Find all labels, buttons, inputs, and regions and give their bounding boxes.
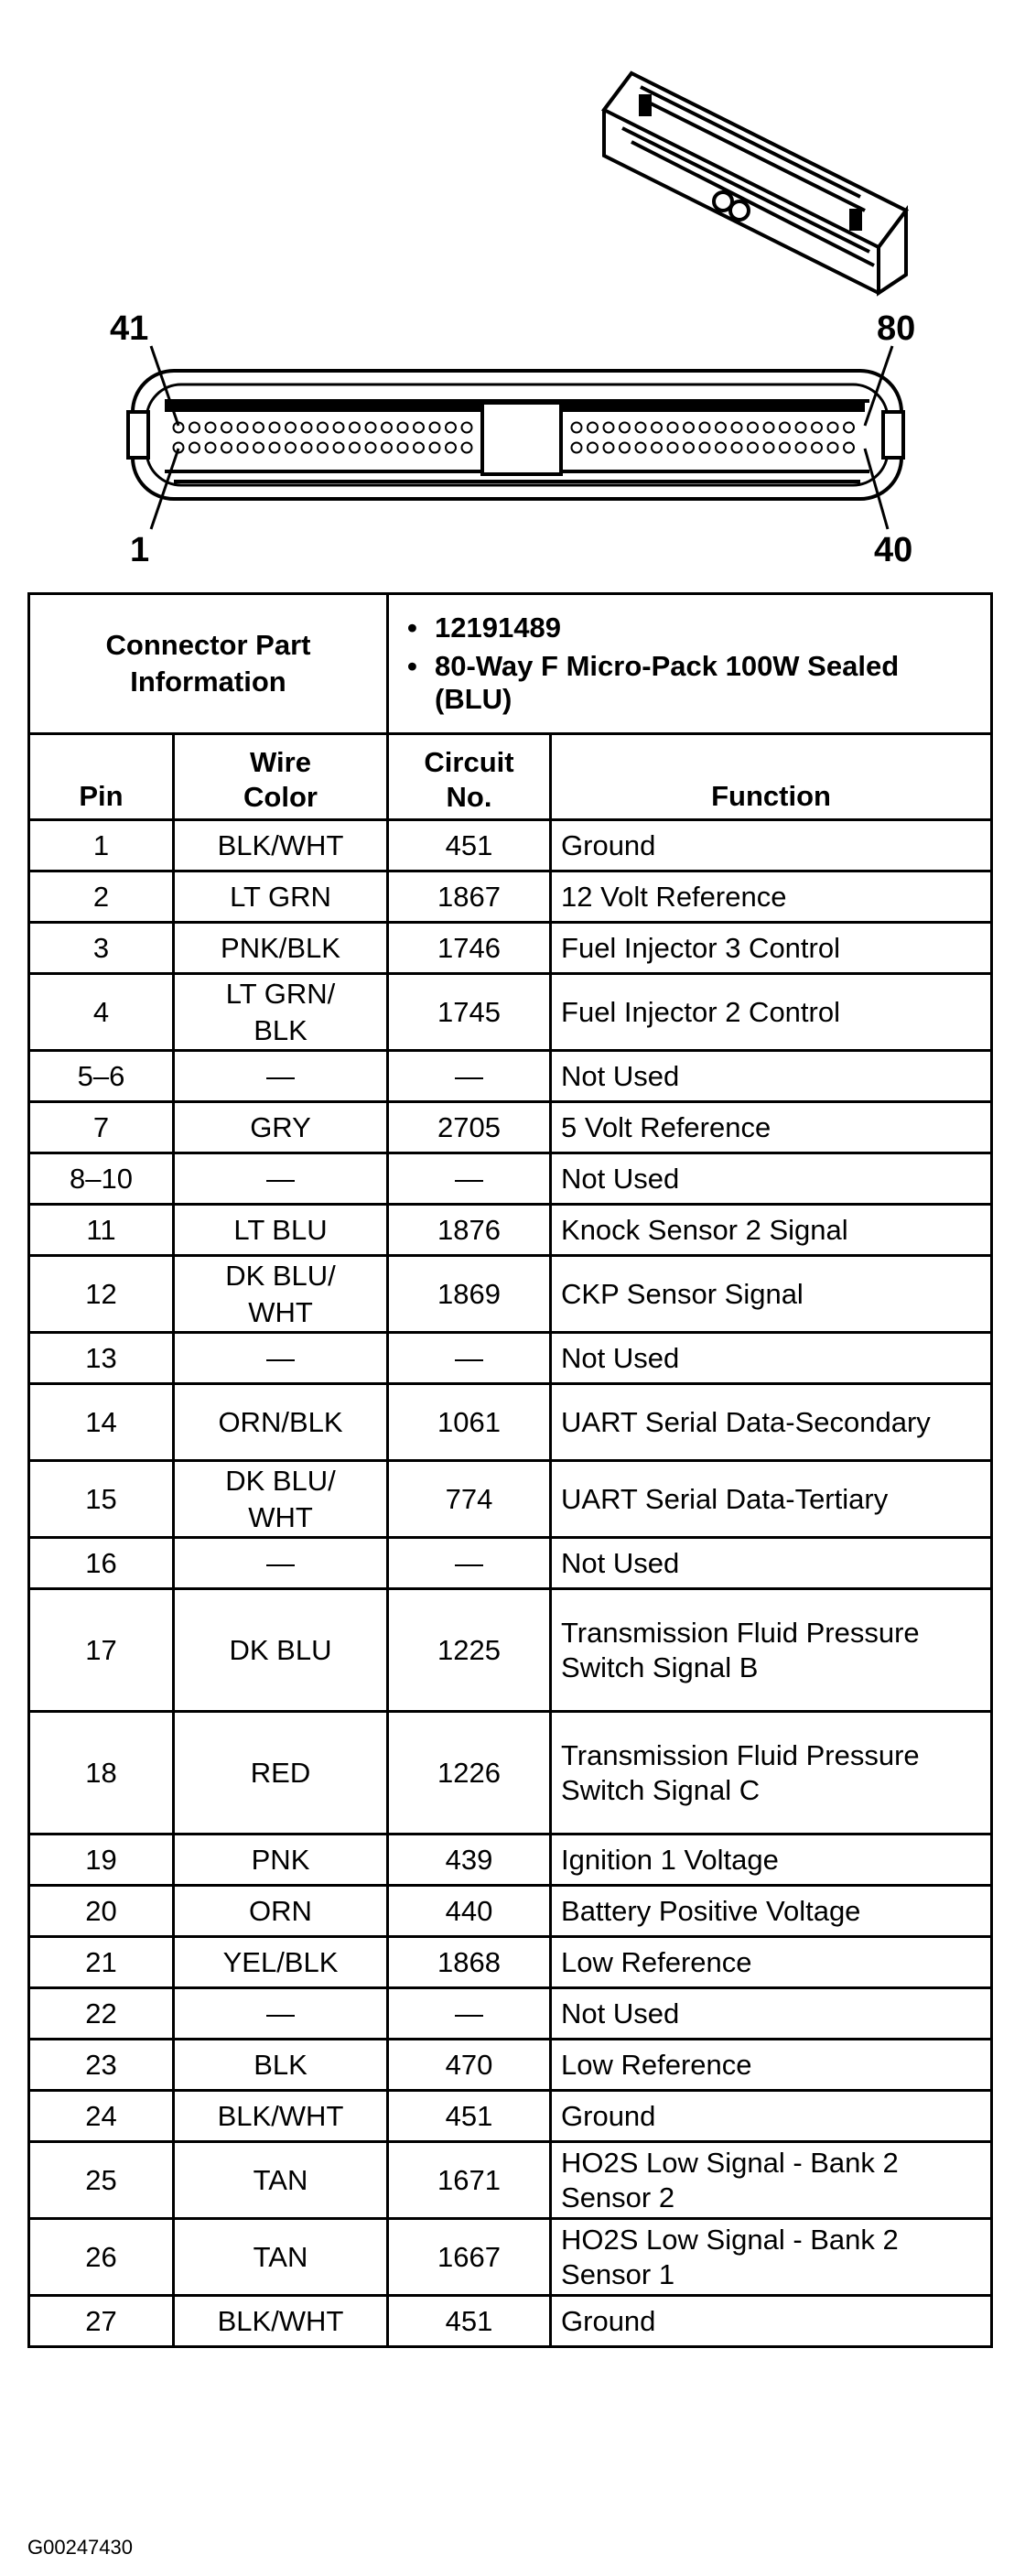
connector-part-number: • 12191489 — [407, 612, 561, 644]
cell-pin: 11 — [29, 1205, 174, 1256]
cell-circuit: 1868 — [388, 1937, 551, 1988]
cell-wire-color: BLK/WHT — [174, 2091, 388, 2142]
cell-wire-color: ORN — [174, 1886, 388, 1937]
cell-pin: 19 — [29, 1835, 174, 1886]
connector-description: • 80-Way F Micro-Pack 100W Sealed (BLU) — [407, 650, 900, 715]
cell-function: Ignition 1 Voltage — [551, 1835, 992, 1886]
cell-wire-color: — — [174, 1051, 388, 1102]
cell-function: Ground — [551, 820, 992, 871]
table-row — [29, 1937, 992, 1988]
cell-function: Fuel Injector 2 Control — [551, 974, 992, 1051]
cell-pin: 12 — [29, 1256, 174, 1333]
table-row — [29, 1835, 992, 1886]
table-row — [29, 1205, 992, 1256]
pin-label-40: 40 — [874, 531, 913, 569]
figure-id: G00247430 — [27, 2536, 133, 2559]
column-header-circuit: Circuit No. — [388, 734, 551, 820]
table-row — [29, 820, 992, 871]
table-row — [29, 1886, 992, 1937]
cell-wire-color: BLK/WHT — [174, 2296, 388, 2347]
column-header-row — [29, 734, 992, 820]
cell-pin: 20 — [29, 1886, 174, 1937]
cell-pin: 17 — [29, 1589, 174, 1712]
cell-pin: 21 — [29, 1937, 174, 1988]
cell-wire-color: TAN — [174, 2142, 388, 2219]
cell-function: Battery Positive Voltage — [551, 1886, 992, 1937]
connector-info-details — [388, 594, 992, 734]
cell-circuit: 1876 — [388, 1205, 551, 1256]
cell-circuit: 1226 — [388, 1712, 551, 1835]
cell-wire-color: ORN/BLK — [174, 1384, 388, 1461]
cell-pin: 26 — [29, 2219, 174, 2296]
cell-circuit: 1746 — [388, 923, 551, 974]
table-row — [29, 1988, 992, 2040]
connector-face — [128, 371, 903, 499]
table-row — [29, 1102, 992, 1153]
table-row — [29, 1712, 992, 1835]
cell-wire-color: DK BLU/ WHT — [174, 1256, 388, 1333]
cell-wire-color: LT GRN/ BLK — [174, 974, 388, 1051]
table-row — [29, 2296, 992, 2347]
table-row — [29, 1538, 992, 1589]
cell-wire-color: — — [174, 1333, 388, 1384]
cell-circuit: — — [388, 1153, 551, 1205]
cell-circuit: — — [388, 1988, 551, 2040]
cell-pin: 24 — [29, 2091, 174, 2142]
cell-function: UART Serial Data-Secondary — [551, 1384, 992, 1461]
cell-pin: 13 — [29, 1333, 174, 1384]
table-row — [29, 1461, 992, 1538]
pin-label-1: 1 — [130, 531, 150, 569]
cell-pin: 14 — [29, 1384, 174, 1461]
cell-wire-color: — — [174, 1153, 388, 1205]
cell-wire-color: PNK — [174, 1835, 388, 1886]
cell-function: Low Reference — [551, 1937, 992, 1988]
pin-label-80: 80 — [877, 309, 916, 348]
cell-pin: 22 — [29, 1988, 174, 2040]
cell-circuit: 439 — [388, 1835, 551, 1886]
cell-wire-color: LT GRN — [174, 871, 388, 923]
cell-wire-color: BLK — [174, 2040, 388, 2091]
cell-function: Not Used — [551, 1333, 992, 1384]
cell-wire-color: LT BLU — [174, 1205, 388, 1256]
cell-pin: 5–6 — [29, 1051, 174, 1102]
cell-function: Ground — [551, 2091, 992, 2142]
cell-function: Transmission Fluid Pressure Switch Signal B — [551, 1589, 992, 1712]
table-row — [29, 2142, 992, 2219]
cell-function: Not Used — [551, 1153, 992, 1205]
cell-pin: 7 — [29, 1102, 174, 1153]
column-header-function: Function — [551, 734, 992, 820]
cell-circuit: 1745 — [388, 974, 551, 1051]
cell-pin: 15 — [29, 1461, 174, 1538]
cell-function: Not Used — [551, 1051, 992, 1102]
cell-wire-color: GRY — [174, 1102, 388, 1153]
cell-pin: 2 — [29, 871, 174, 923]
table-row — [29, 1589, 992, 1712]
table-row — [29, 1153, 992, 1205]
table-row — [29, 871, 992, 923]
cell-pin: 23 — [29, 2040, 174, 2091]
cell-circuit: 1867 — [388, 871, 551, 923]
cell-function: Fuel Injector 3 Control — [551, 923, 992, 974]
connector-3d-icon — [604, 73, 906, 293]
cell-wire-color: PNK/BLK — [174, 923, 388, 974]
cell-function: Knock Sensor 2 Signal — [551, 1205, 992, 1256]
cell-wire-color: DK BLU/ WHT — [174, 1461, 388, 1538]
connector-info-row — [29, 594, 992, 734]
cell-pin: 27 — [29, 2296, 174, 2347]
cell-circuit: 1061 — [388, 1384, 551, 1461]
cell-pin: 3 — [29, 923, 174, 974]
table-row — [29, 2219, 992, 2296]
cell-pin: 8–10 — [29, 1153, 174, 1205]
cell-circuit: — — [388, 1333, 551, 1384]
cell-function: Ground — [551, 2296, 992, 2347]
table-row — [29, 1051, 992, 1102]
table-row — [29, 923, 992, 974]
table-row — [29, 2091, 992, 2142]
cell-function: 5 Volt Reference — [551, 1102, 992, 1153]
cell-function: 12 Volt Reference — [551, 871, 992, 923]
table-row — [29, 1256, 992, 1333]
cell-function: HO2S Low Signal - Bank 2 Sensor 1 — [551, 2219, 992, 2296]
cell-wire-color: TAN — [174, 2219, 388, 2296]
cell-circuit: 1667 — [388, 2219, 551, 2296]
cell-circuit: 451 — [388, 2091, 551, 2142]
table-row — [29, 1333, 992, 1384]
cell-pin: 25 — [29, 2142, 174, 2219]
table-row — [29, 2040, 992, 2091]
cell-function: HO2S Low Signal - Bank 2 Sensor 2 — [551, 2142, 992, 2219]
cell-wire-color: — — [174, 1538, 388, 1589]
cell-function: Not Used — [551, 1988, 992, 2040]
column-header-pin: Pin — [29, 734, 174, 820]
cell-function: UART Serial Data-Tertiary — [551, 1461, 992, 1538]
column-header-wire-color: Wire Color — [174, 734, 388, 820]
cell-pin: 18 — [29, 1712, 174, 1835]
cell-circuit: 1869 — [388, 1256, 551, 1333]
cell-function: Low Reference — [551, 2040, 992, 2091]
cell-wire-color: YEL/BLK — [174, 1937, 388, 1988]
cell-circuit: 451 — [388, 2296, 551, 2347]
cell-circuit: 1225 — [388, 1589, 551, 1712]
cell-function: Transmission Fluid Pressure Switch Signal C — [551, 1712, 992, 1835]
cell-pin: 4 — [29, 974, 174, 1051]
cell-circuit: 1671 — [388, 2142, 551, 2219]
cell-pin: 16 — [29, 1538, 174, 1589]
cell-function: Not Used — [551, 1538, 992, 1589]
cell-circuit: 774 — [388, 1461, 551, 1538]
connector-pinout-table — [27, 592, 993, 2348]
table-row — [29, 974, 992, 1051]
cell-circuit: 440 — [388, 1886, 551, 1937]
cell-circuit: — — [388, 1538, 551, 1589]
cell-circuit: 2705 — [388, 1102, 551, 1153]
cell-wire-color: DK BLU — [174, 1589, 388, 1712]
cell-circuit: — — [388, 1051, 551, 1102]
cell-circuit: 470 — [388, 2040, 551, 2091]
connector-info-label: Connector Part Information — [29, 594, 388, 734]
table-row — [29, 1384, 992, 1461]
connector-diagram — [0, 0, 1025, 577]
cell-function: CKP Sensor Signal — [551, 1256, 992, 1333]
connector-body-illustration — [0, 0, 1025, 577]
cell-pin: 1 — [29, 820, 174, 871]
pin-label-41: 41 — [110, 309, 149, 348]
cell-circuit: 451 — [388, 820, 551, 871]
cell-wire-color: BLK/WHT — [174, 820, 388, 871]
cell-wire-color: — — [174, 1988, 388, 2040]
cell-wire-color: RED — [174, 1712, 388, 1835]
